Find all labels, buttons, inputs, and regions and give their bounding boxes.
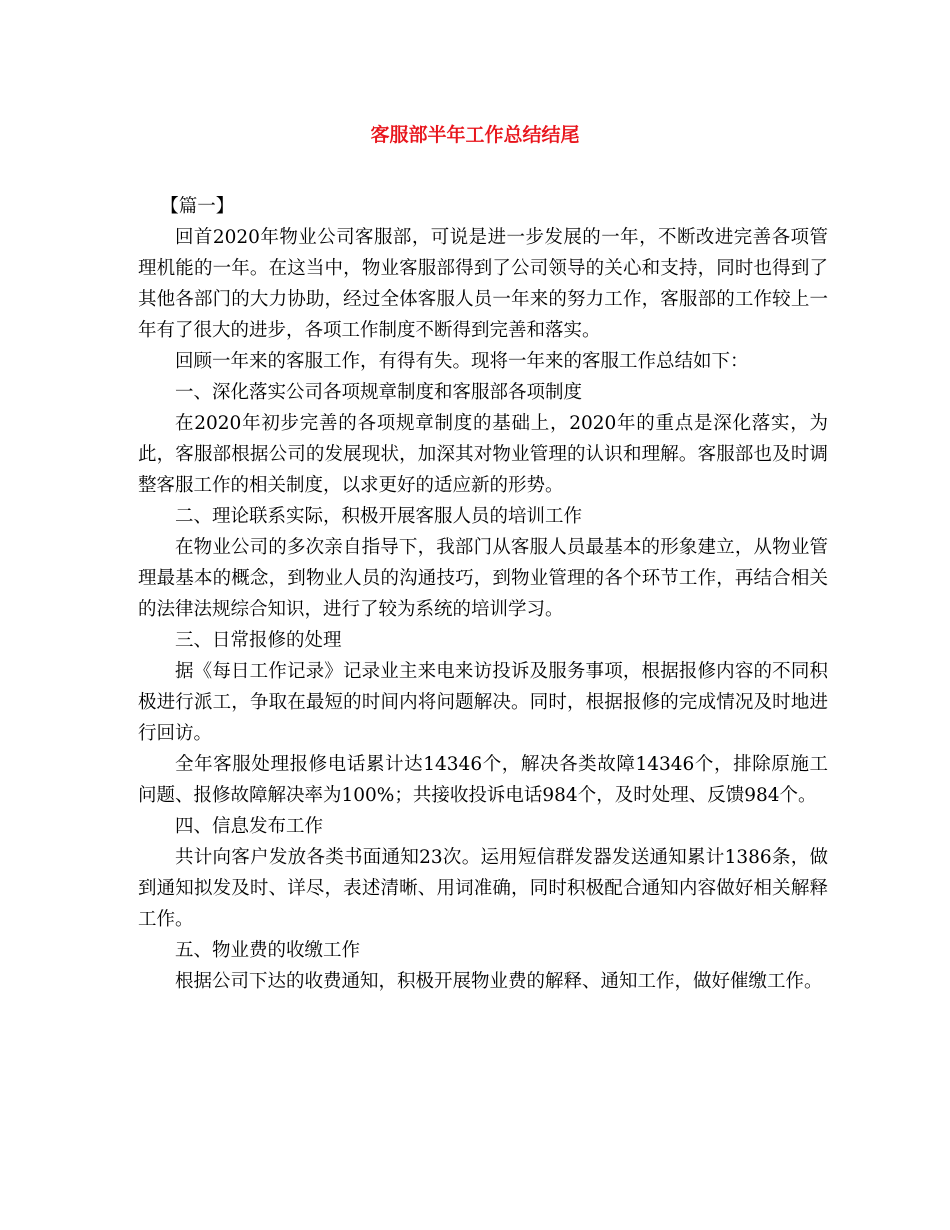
subheading: 二、理论联系实际，积极开展客服人员的培训工作 xyxy=(175,506,583,527)
paragraph: 共计向客户发放各类书面通知23次。运用短信群发器发送通知累计1386条，做到通知拟发及时、详尽，表述清晰、用词准确，同时积极配合通知内容做好相关解释工作。 xyxy=(138,847,828,930)
paragraph: 在2020年初步完善的各项规章制度的基础上，2020年的重点是深化落实，为此，客服部根据公司的发展现状，加深其对物业管理的认识和理解。客服部也及时调整客服工作的相关制度，以求更好的适应新的形势。 xyxy=(138,413,828,496)
subheading: 三、日常报修的处理 xyxy=(175,630,342,651)
paragraph: 据《每日工作记录》记录业主来电来访投诉及服务事项，根据报修内容的不同积极进行派工，争取在最短的时间内将问题解决。同时，根据报修的完成情况及时地进行回访。 xyxy=(138,661,828,744)
subheading: 四、信息发布工作 xyxy=(175,816,324,837)
document-body xyxy=(138,191,828,997)
paragraph: 在物业公司的多次亲自指导下，我部门从客服人员最基本的形象建立，从物业管理最基本的概念，到物业人员的沟通技巧，到物业管理的各个环节工作，再结合相关的法律法规综合知识，进行了较为系统的培训学习。 xyxy=(138,537,828,620)
section-heading: 【篇一】 xyxy=(160,196,235,217)
paragraph: 回顾一年来的客服工作，有得有失。现将一年来的客服工作总结如下： xyxy=(175,351,749,372)
paragraph: 根据公司下达的收费通知，积极开展物业费的解释、通知工作，做好催缴工作。 xyxy=(175,971,823,992)
paragraph: 回首2020年物业公司客服部，可说是进一步发展的一年，不断改进完善各项管理机能的一年。在这当中，物业客服部得到了公司领导的关心和支持，同时也得到了其他各部门的大力协助，经过全体客服人员一年来的努力工作，客服部的工作较上一年有了很大的进步，各项工作制度不断得到完善和落实。 xyxy=(138,227,828,341)
paragraph: 全年客服处理报修电话累计达14346个，解决各类故障14346个，排除原施工问题、报修故障解决率为100%；共接收投诉电话984个，及时处理、反馈984个。 xyxy=(138,754,828,806)
document-title: 客服部半年工作总结结尾 xyxy=(370,124,580,146)
subheading: 一、深化落实公司各项规章制度和客服部各项制度 xyxy=(175,382,583,403)
subheading: 五、物业费的收缴工作 xyxy=(175,940,361,961)
